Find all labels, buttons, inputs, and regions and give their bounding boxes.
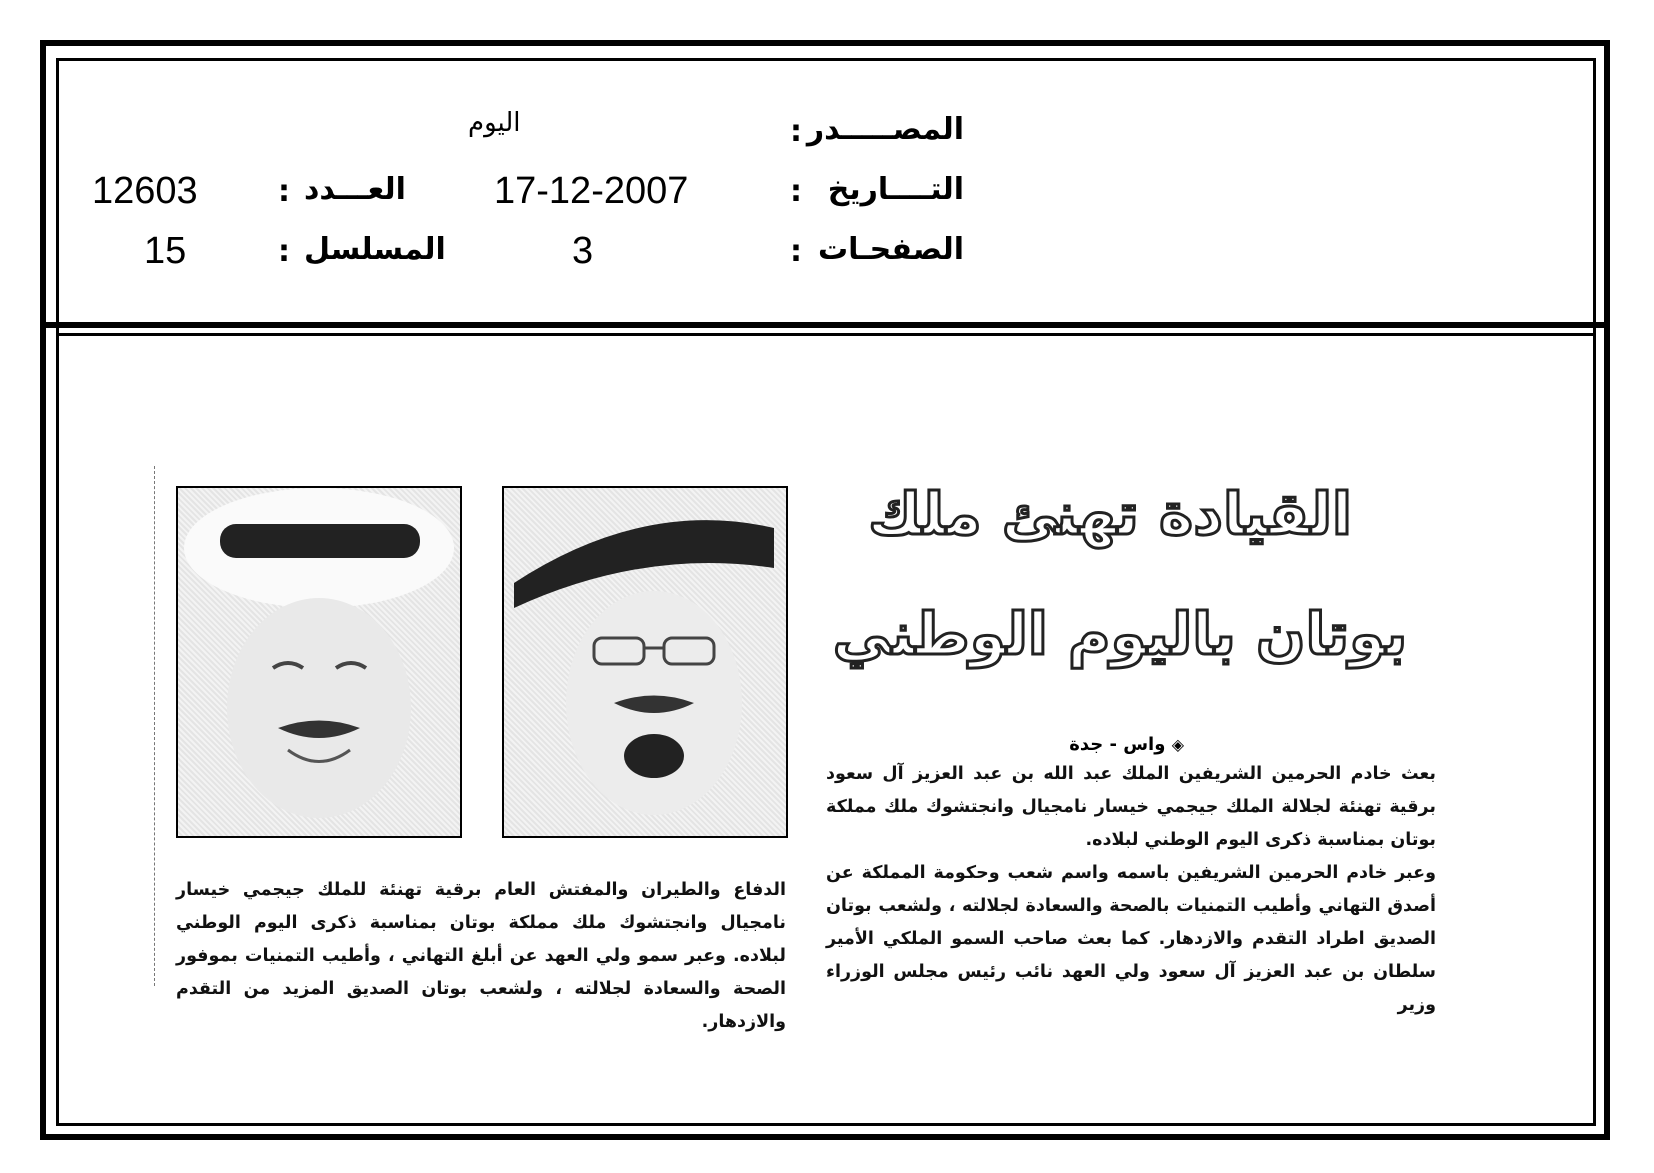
article-column-left [176, 874, 786, 1039]
headline-line-1: القيادة تهنئ ملك [868, 480, 1352, 548]
article-paragraph-3: الدفاع والطيران والمفتش العام برقية تهنئة للملك جيجمي خيسار نامجيال وانجتشوك ملك مملكة بوتان بمناسبة ذكرى اليوم الوطني لبلاده. وعبر سمو ولي العهد عن أبلغ التهاني ، وأطيب التمنيات بموفور الصحة والسعادة لجلالته ، ولشعب بوتان الصديق المزيد من التقدم والازدهار. [176, 880, 786, 1032]
portrait-left-drawing [178, 488, 460, 836]
pages-value: 3 [572, 230, 594, 272]
date-colon: : [790, 174, 802, 209]
issue-colon: : [278, 174, 290, 209]
issue-label: العـــدد [304, 172, 406, 207]
portrait-right-drawing [504, 488, 786, 836]
article-paragraph-2: وعبر خادم الحرمين الشريفين باسمه واسم شعب وحكومة المملكة عن أصدق التهاني وأطيب التمنيات بالصحة والسعادة لجلالته ، ولشعب بوتان الصديق اطراد التقدم والازدهار. كما بعث صاحب السمو الملكي الأمير سلطان بن عبد العزيز آل سعود ولي العهد نائب رئيس مجلس الوزراء وزير [826, 863, 1436, 1015]
serial-colon: : [278, 234, 290, 269]
issue-value: 12603 [92, 170, 198, 212]
header-divider-inner [56, 333, 1596, 336]
source-label: المصـــــدر [806, 112, 964, 147]
pages-label: الصفحـات [818, 232, 964, 267]
article-paragraph-1: بعث خادم الحرمين الشريفين الملك عبد الله بن عبد العزيز آل سعود برقية تهنئة لجلالة الملك جيجمي خيسار نامجيال وانجتشوك ملك مملكة بوتان بمناسبة ذكرى اليوم الوطني لبلاده. [826, 764, 1436, 850]
date-value: 17-12-2007 [494, 170, 689, 212]
byline-text: واس - جدة [1069, 734, 1166, 755]
byline [984, 734, 1184, 755]
portrait-photo-right [502, 486, 788, 838]
serial-label: المسلسل [304, 232, 446, 267]
byline-icon: ◈ [1171, 735, 1184, 754]
headline-line-2: بوتان باليوم الوطني [832, 600, 1408, 668]
date-label: التــــاريخ [827, 172, 964, 207]
column-cut-line [154, 466, 155, 986]
pages-colon: : [790, 234, 802, 269]
header-divider [40, 322, 1610, 328]
source-colon: : [790, 114, 802, 149]
serial-value: 15 [144, 230, 187, 272]
source-value: اليوم [468, 108, 521, 138]
article-column-right [826, 758, 1436, 1022]
portrait-photo-left [176, 486, 462, 838]
